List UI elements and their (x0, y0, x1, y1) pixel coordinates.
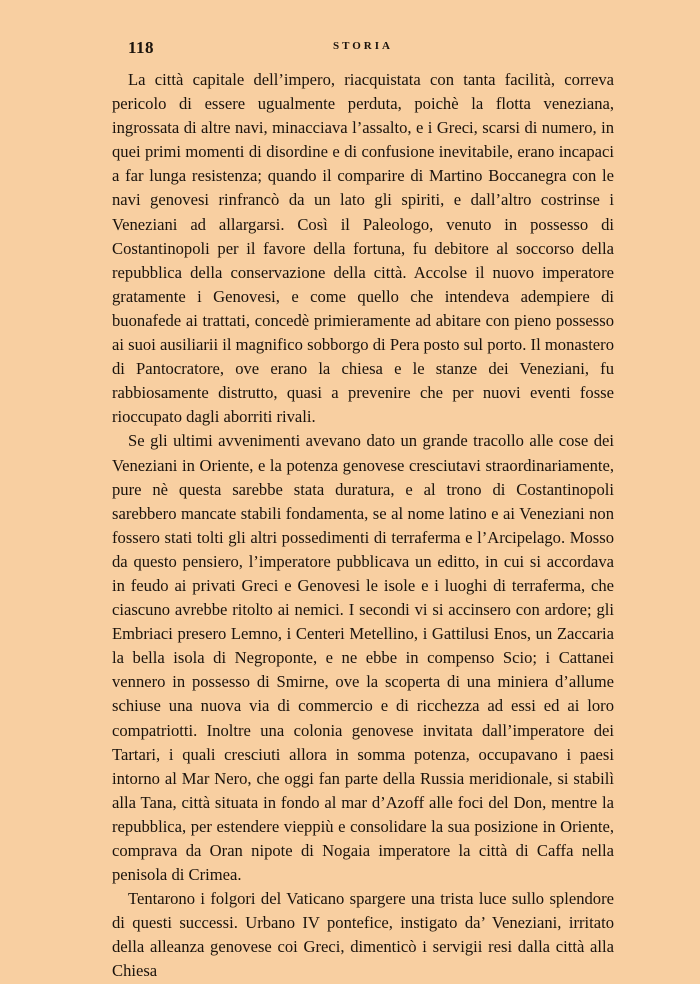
running-title: STORIA (333, 40, 393, 52)
page-header (112, 38, 614, 68)
body-text (112, 68, 614, 984)
paragraph-3: Tentarono i folgori del Vaticano spargere una trista luce sullo splendore di questi successi. Urbano IV pontefice, instigato da’ Veneziani, irritato della alleanza genovese coi Greci, dimenticò i servigii resi dalla città alla Chiesa (112, 889, 614, 981)
page-number: 118 (128, 38, 155, 57)
paragraph-2: Se gli ultimi avvenimenti avevano dato un grande tracollo alle cose dei Veneziani in Oriente, e la potenza genovese cresciutavi straordinariamente, pure nè questa sarebbe stata duratura, e al trono di Costantinopoli sarebbero mancate stabili fondamenta, se al nome latino e ai Veneziani non fossero stati tolti gli altri possedimenti di terraferma e l’Arcipelago. Mosso da questo pensiero, l’imperatore pubblicava un editto, in cui si accordava in feudo ai privati Greci e Genovesi le isole e i luoghi di terraferma, che ciascuno avrebbe ritolto ai nemici. I secondi vi si accinsero con ardore; gli Embriaci presero Lemno, i Centeri Metellino, i Gattilusi Enos, un Zaccaria la bella isola di Negroponte, e ne ebbe in compenso Scio; i Cattanei vennero in possesso di Smirne, ove la scoperta di una miniera d’allume schiuse una nuova via di commercio e di ricchezza ad essi ed ai loro compatriotti. Inoltre una colonia genovese invitata dall’imperatore dei Tartari, i quali cresciuti allora in somma potenza, occupavano i paesi intorno al Mar Nero, che oggi fan parte della Russia meridionale, si stabilì alla Tana, città situata in fondo al mar d’Azoff alle foci del Don, mentre la repubblica, per estendere vieppiù e consolidare la sua posizione in Oriente, comprava da Oran nipote di Nogaia imperatore la città di Caffa nella penisola di Crimea. (112, 431, 614, 885)
paragraph-1: La città capitale dell’impero, riacquistata con tanta facilità, correva pericolo di essere ugualmente perduta, poichè la flotta veneziana, ingrossata di altre navi, minacciava l’assalto, e i Greci, scarsi di numero, in quei primi momenti di disordine e di confusione inevitabile, erano incapaci a far lunga resistenza; quando il comparire di Martino Boccanegra con le navi genovesi rinfrancò da un lato gli spiriti, e dall’altro costrinse i Veneziani ad allargarsi. Così il Paleologo, venuto in possesso di Costantinopoli per il favore della fortuna, fu debitore al soccorso della repubblica della conservazione della città. Accolse il nuovo imperatore gratamente i Genovesi, e come quello che intendeva adempiere di buonafede ai trattati, concedè primieramente ad abitare con pieno possesso ai suoi ausiliarii il magnifico sobborgo di Pera posto sul porto. Il monastero di Pantocratore, ove erano la chiesa e le stanze dei Veneziani, fu rabbiosamente distrutto, quasi a prevenire che per nuovi eventi fosse rioccupato dagli aborriti rivali. (112, 70, 614, 427)
